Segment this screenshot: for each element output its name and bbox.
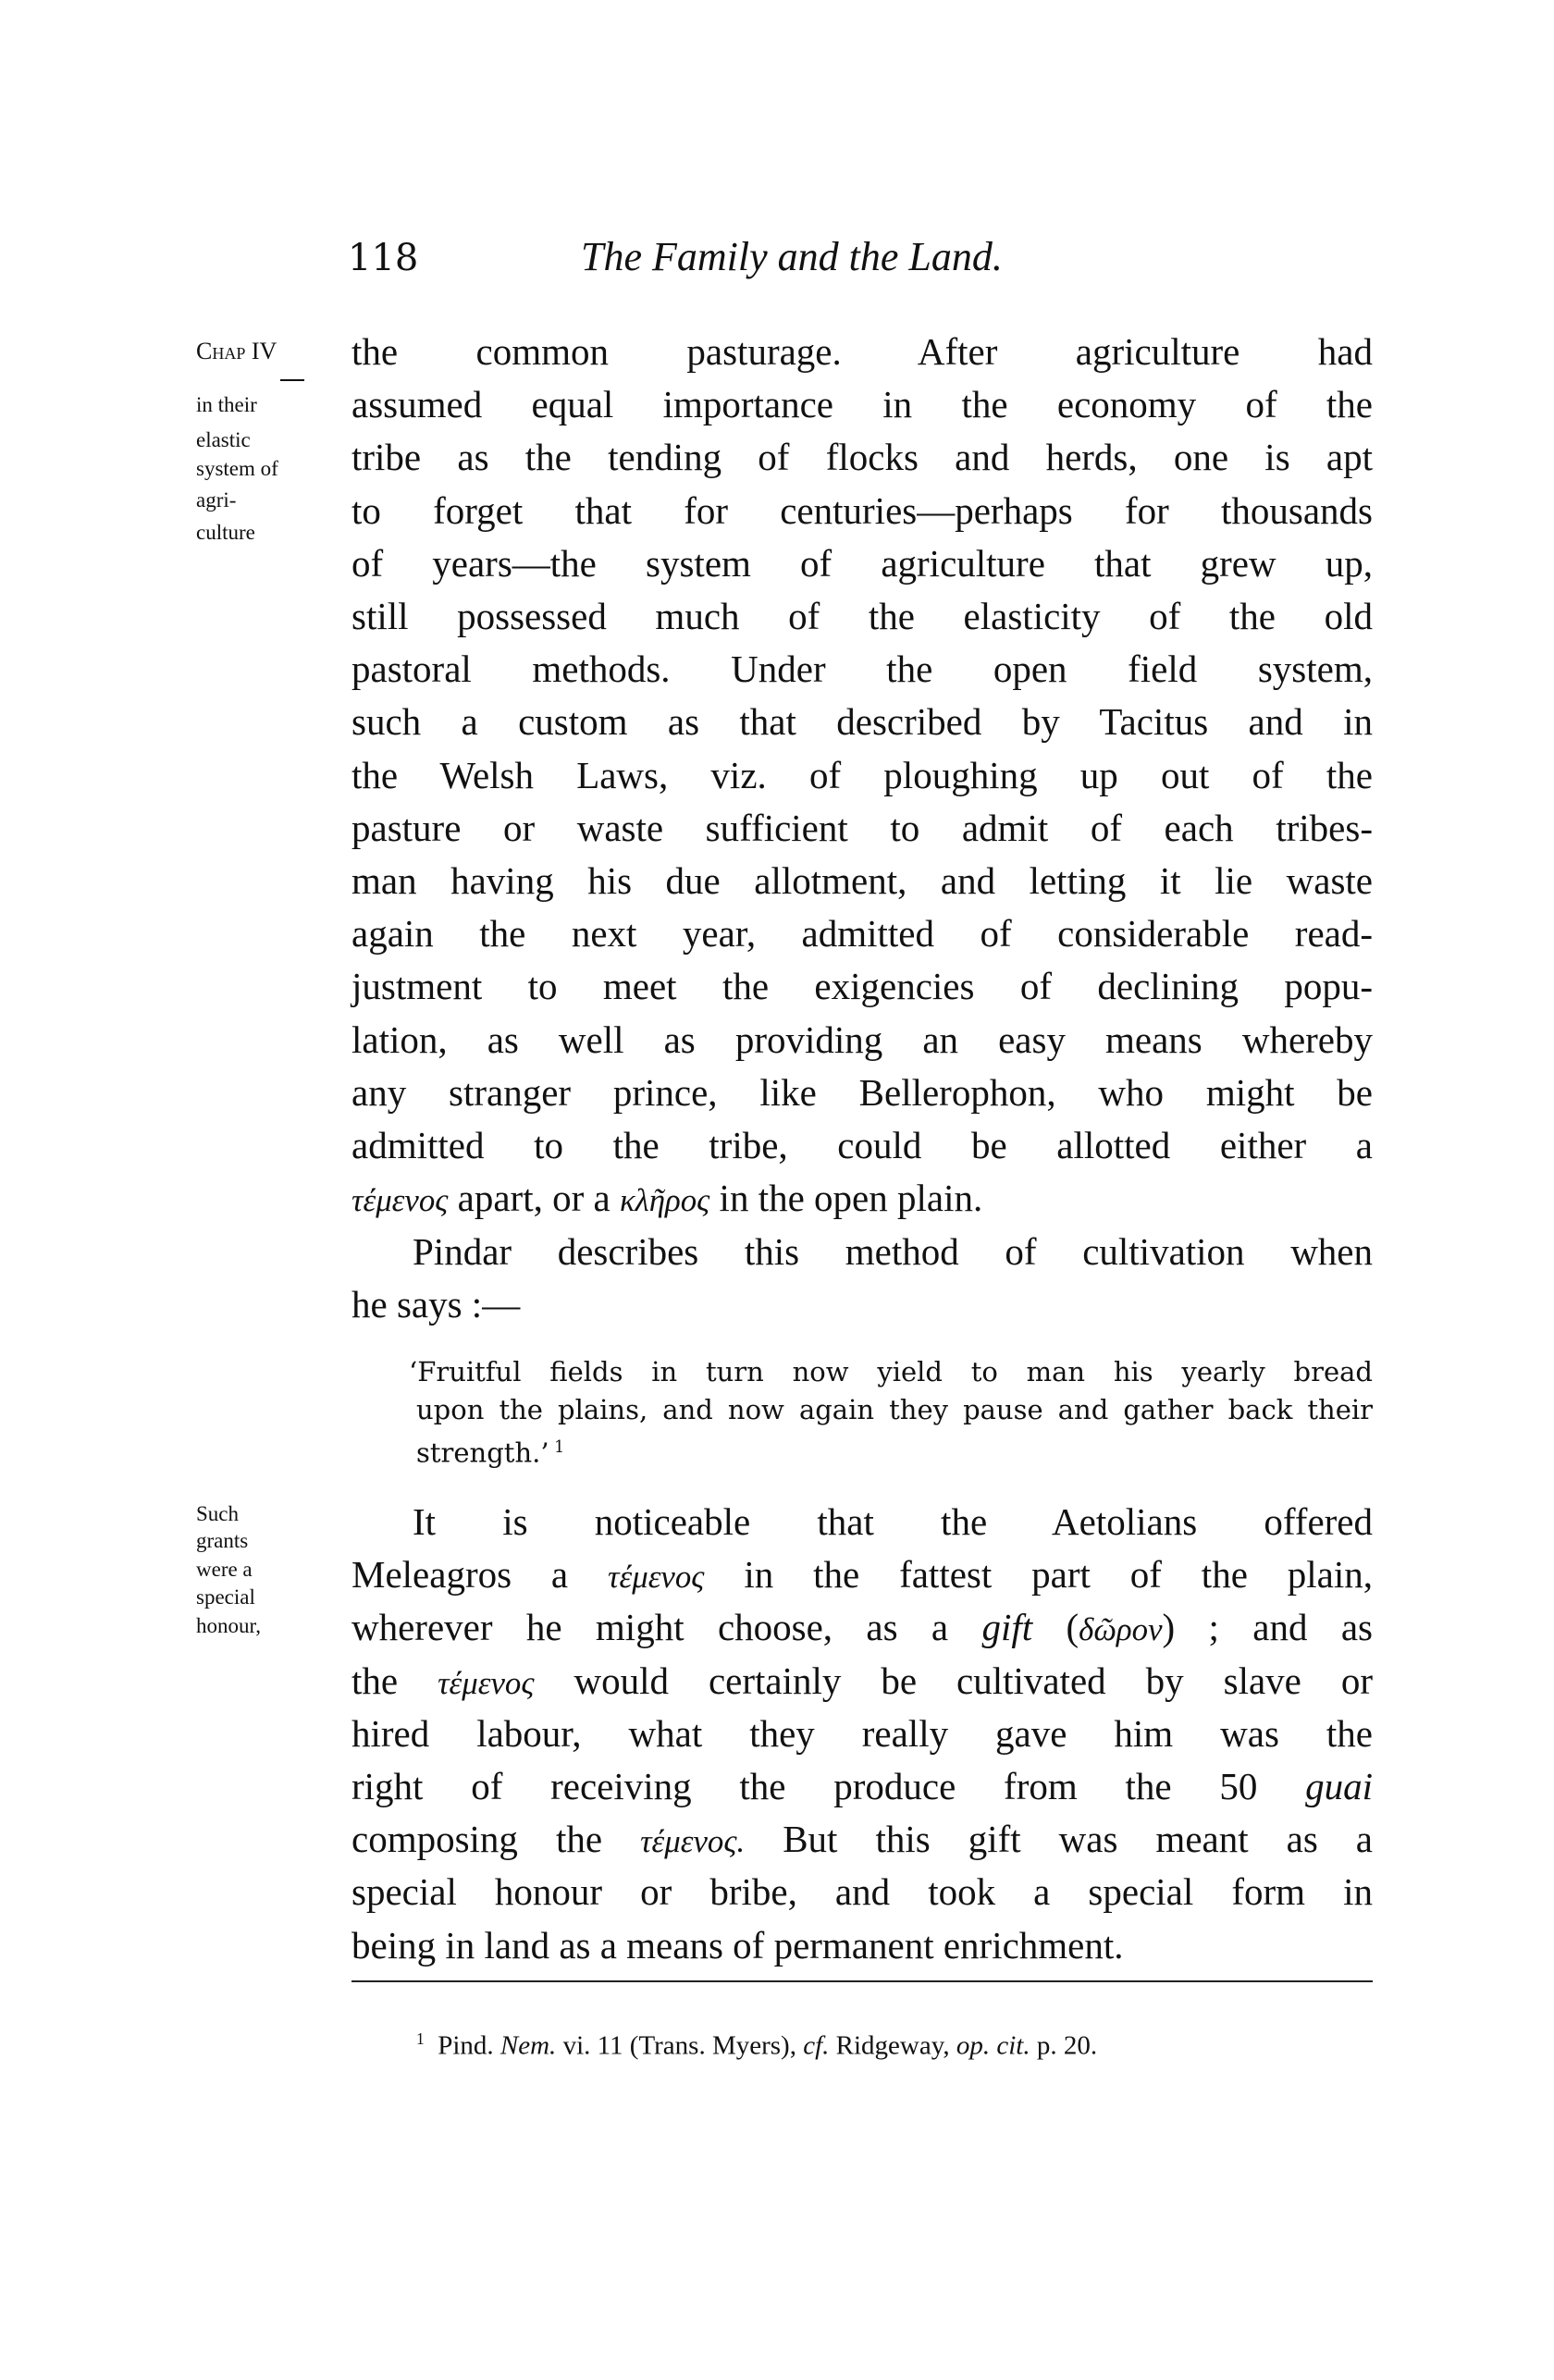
footnote-text: Ridgeway,	[829, 2030, 956, 2061]
chapter-label: Chap IV	[196, 338, 278, 364]
text-line: man having his due allotment, and letting it lie waste	[352, 859, 1373, 902]
greek-word: τέμενος	[608, 1559, 705, 1596]
footnote-italic: cf.	[803, 2030, 830, 2061]
text-run: the	[352, 1659, 438, 1702]
text-line: admitted to the tribe, could be allotted either a	[352, 1124, 1373, 1166]
margin-rule	[280, 379, 304, 381]
footnote-text: Pind.	[438, 2030, 500, 2061]
text-line: still possessed much of the elasticity of the old	[352, 595, 1373, 637]
margin-note-line: system of	[196, 457, 278, 480]
text-line: Pindar describes this method of cultivation when	[413, 1230, 1373, 1273]
footnote-rule	[352, 1980, 1373, 1982]
footnote-reference[interactable]: 1	[549, 1438, 565, 1457]
text-run: in the fattest part of the plain,	[704, 1553, 1374, 1597]
text-line: such a custom as that described by Tacitus and in	[352, 700, 1373, 744]
text-line	[352, 1813, 1373, 1868]
margin-note-line: special	[196, 1585, 255, 1609]
text-line	[352, 1655, 1373, 1709]
margin-note-line: in their	[196, 393, 257, 416]
text-line: pastoral methods. Under the open field system,	[352, 647, 1373, 691]
margin-note-line: were a	[196, 1558, 253, 1581]
footnote-marker: 1	[416, 2029, 425, 2048]
text-line: to forget that for centuries—perhaps for thousands	[352, 488, 1373, 532]
text-line: justment to meet the exigencies of declining popu-	[352, 965, 1373, 1008]
text-run: But this gift was meant as a	[745, 1818, 1373, 1861]
text-line: tribe as the tending of flocks and herds, one is apt	[352, 436, 1373, 479]
text-line: the common pasturage. After agriculture had	[352, 330, 1373, 373]
text-line	[352, 1601, 1373, 1656]
margin-note-line: agri-	[196, 488, 237, 512]
text-line	[352, 1548, 1373, 1603]
running-title: The Family and the Land.	[581, 234, 1003, 279]
text-run: Meleagros a	[352, 1553, 609, 1597]
text-line	[352, 1760, 1373, 1813]
text-line	[352, 1172, 1373, 1227]
text-line: assumed equal importance in the economy of the	[352, 383, 1373, 426]
text-line: he says :—	[352, 1283, 521, 1326]
greek-word: τέμενος	[352, 1182, 449, 1219]
greek-word: τέμενος	[438, 1664, 535, 1701]
margin-note-line: elastic	[196, 428, 251, 451]
text-line: being in land as a means of permanent enrichment.	[352, 1923, 1124, 1967]
page-number: 118	[348, 237, 419, 279]
greek-word: κλῆρος	[619, 1182, 710, 1219]
text-run: (	[1032, 1606, 1079, 1649]
text-line: hired labour, what they really gave him was the	[352, 1711, 1373, 1755]
text-run: in the open plain.	[709, 1177, 983, 1220]
text-run: wherever he might choose, as a	[352, 1606, 982, 1649]
footnote-italic: op. cit.	[956, 2030, 1030, 2061]
text-run: would certainly be cultivated by slave or	[534, 1659, 1374, 1702]
greek-word: δῶρον	[1079, 1611, 1163, 1648]
text-line: again the next year, admitted of considerable read-	[352, 912, 1373, 956]
footnote-text: vi. 11 (Trans. Myers),	[556, 2030, 804, 2061]
footnote-text: p. 20.	[1030, 2030, 1098, 2061]
footnote-italic: Nem.	[500, 2030, 557, 2061]
margin-note-line: honour,	[196, 1614, 261, 1637]
text-line: special honour or bribe, and took a special form in	[352, 1870, 1373, 1914]
margin-note-line: grants	[196, 1529, 249, 1552]
quote-line: strength.’ $^1$	[416, 1437, 565, 1469]
italic-word: guai	[1305, 1765, 1373, 1807]
margin-note-line: Such	[196, 1502, 239, 1525]
italic-word: gift	[981, 1606, 1033, 1649]
text-run: composing the	[352, 1818, 641, 1861]
text-line: of years—the system of agriculture that grew up,	[352, 541, 1373, 585]
footnote	[416, 2020, 1097, 2065]
text-run: ) ; and as	[1162, 1606, 1373, 1649]
text-line: pasture or waste sufficient to admit of each tribes-	[352, 806, 1373, 849]
text-line: It is noticeable that the Aetolians offered	[413, 1500, 1373, 1543]
margin-note-line: culture	[196, 521, 255, 544]
text-run: right of receiving the produce from the 50	[352, 1765, 1306, 1807]
text-line: any stranger prince, like Bellerophon, who might be	[352, 1070, 1373, 1114]
text-line: the Welsh Laws, viz. of ploughing up out of the	[352, 753, 1373, 796]
text-line: lation, as well as providing an easy means whereby	[352, 1017, 1373, 1061]
quote-line: ‘Fruitful fields in turn now yield to man his yearly bread	[409, 1356, 1373, 1387]
text-run: apart, or a	[448, 1177, 620, 1220]
greek-word: τέμενος.	[640, 1823, 746, 1860]
quote-line: upon the plains, and now again they pause and gather back their	[416, 1394, 1373, 1425]
